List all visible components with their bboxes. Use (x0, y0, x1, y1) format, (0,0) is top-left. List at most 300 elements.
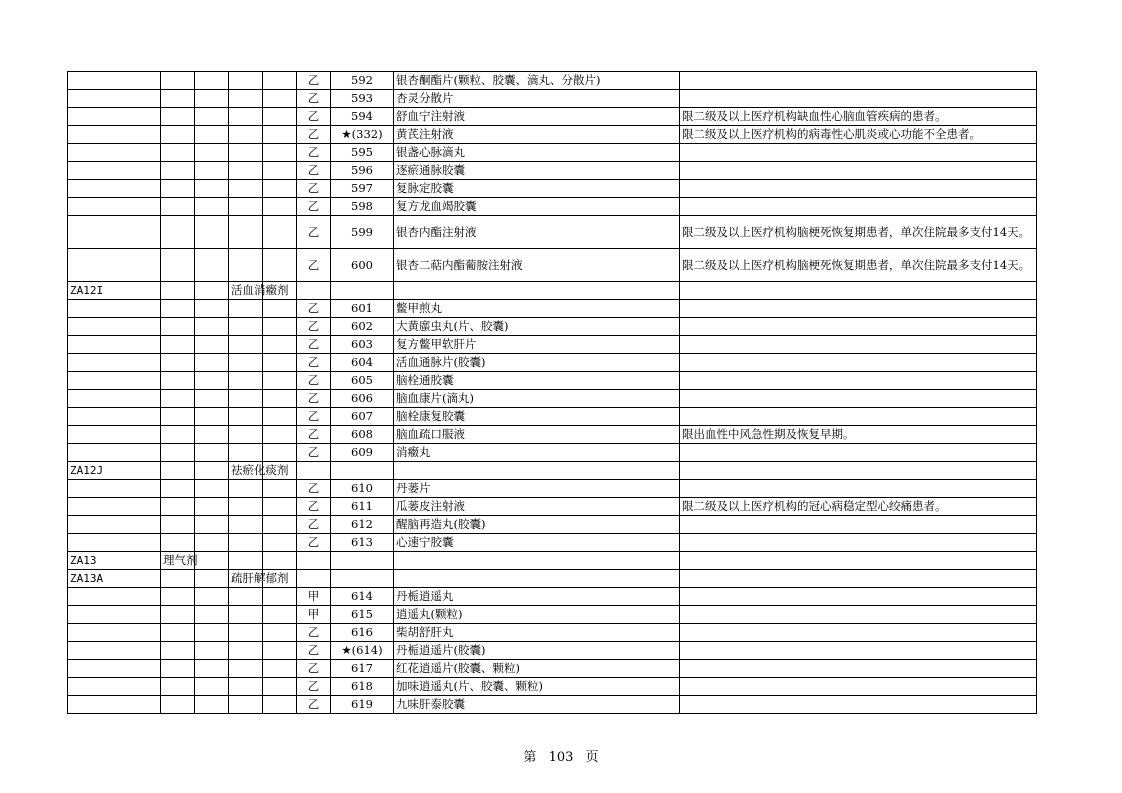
empty-cell (263, 408, 297, 426)
subcategory-cell (229, 480, 263, 498)
code-cell (68, 660, 161, 678)
table-row (68, 444, 1037, 462)
category-cell (161, 282, 195, 300)
subcategory-cell (229, 426, 263, 444)
subcategory-cell (229, 318, 263, 336)
empty-cell (263, 588, 297, 606)
note-cell (680, 336, 1037, 354)
type-cell: 乙 (297, 444, 331, 462)
note-cell (680, 570, 1037, 588)
type-cell: 乙 (297, 249, 331, 282)
empty-cell (263, 480, 297, 498)
empty-cell (263, 144, 297, 162)
subcategory-cell (229, 372, 263, 390)
type-cell: 乙 (297, 372, 331, 390)
drug-name-cell: 鳖甲煎丸 (394, 300, 680, 318)
note-cell: 限出血性中风急性期及恢复早期。 (680, 426, 1037, 444)
category-cell (161, 534, 195, 552)
code-cell (68, 354, 161, 372)
empty-cell (263, 249, 297, 282)
subcategory-cell: 活血消癥剂 (229, 282, 263, 300)
drug-name-cell: 丹栀逍遥丸 (394, 588, 680, 606)
empty-cell (195, 498, 229, 516)
number-cell: 609 (331, 444, 394, 462)
code-cell (68, 408, 161, 426)
empty-cell (195, 408, 229, 426)
empty-cell (263, 90, 297, 108)
note-cell (680, 606, 1037, 624)
type-cell: 乙 (297, 390, 331, 408)
code-cell (68, 72, 161, 90)
category-cell (161, 108, 195, 126)
type-cell: 乙 (297, 660, 331, 678)
drug-name-cell: 逍遥丸(颗粒) (394, 606, 680, 624)
table-row (68, 300, 1037, 318)
empty-cell (263, 624, 297, 642)
category-cell (161, 408, 195, 426)
type-cell: 乙 (297, 216, 331, 249)
category-cell (161, 126, 195, 144)
number-cell: 610 (331, 480, 394, 498)
type-cell: 乙 (297, 108, 331, 126)
drug-name-cell: 心速宁胶囊 (394, 534, 680, 552)
empty-cell (263, 534, 297, 552)
empty-cell (195, 372, 229, 390)
note-cell (680, 678, 1037, 696)
type-cell (297, 552, 331, 570)
drug-name-cell: 消癥丸 (394, 444, 680, 462)
table-row (68, 126, 1037, 144)
page-footer (0, 746, 1122, 765)
subcategory-cell (229, 198, 263, 216)
table-row (68, 390, 1037, 408)
empty-cell (195, 480, 229, 498)
note-cell (680, 90, 1037, 108)
note-cell (680, 300, 1037, 318)
type-cell: 乙 (297, 72, 331, 90)
drug-list-table (67, 71, 1037, 714)
subcategory-cell (229, 249, 263, 282)
category-cell (161, 642, 195, 660)
code-cell (68, 162, 161, 180)
subcategory-cell (229, 642, 263, 660)
empty-cell (195, 624, 229, 642)
table-row (68, 624, 1037, 642)
note-cell (680, 588, 1037, 606)
note-cell (680, 408, 1037, 426)
type-cell: 乙 (297, 318, 331, 336)
empty-cell (195, 318, 229, 336)
empty-cell (195, 606, 229, 624)
empty-cell (195, 552, 229, 570)
code-cell (68, 678, 161, 696)
code-cell (68, 444, 161, 462)
category-cell (161, 372, 195, 390)
number-cell: 602 (331, 318, 394, 336)
category-cell (161, 162, 195, 180)
table-row (68, 408, 1037, 426)
number-cell: 617 (331, 660, 394, 678)
type-cell: 乙 (297, 336, 331, 354)
drug-name-cell: 红花逍遥片(胶囊、颗粒) (394, 660, 680, 678)
table-row (68, 162, 1037, 180)
type-cell: 乙 (297, 480, 331, 498)
drug-name-cell: 脑血康片(滴丸) (394, 390, 680, 408)
category-cell (161, 498, 195, 516)
drug-name-cell: 复方鳖甲软肝片 (394, 336, 680, 354)
empty-cell (195, 354, 229, 372)
type-cell: 乙 (297, 642, 331, 660)
code-cell: ZA13 (68, 552, 161, 570)
code-cell (68, 249, 161, 282)
subcategory-cell (229, 72, 263, 90)
number-cell: ★(614) (331, 642, 394, 660)
number-cell: 616 (331, 624, 394, 642)
table-row (68, 318, 1037, 336)
code-cell (68, 144, 161, 162)
number-cell (331, 462, 394, 480)
table-row (68, 72, 1037, 90)
table-row (68, 426, 1037, 444)
drug-name-cell: 丹蒌片 (394, 480, 680, 498)
note-cell (680, 480, 1037, 498)
page-number: 103 (548, 750, 574, 765)
drug-name-cell: 银杏二萜内酯葡胺注射液 (394, 249, 680, 282)
subcategory-cell (229, 624, 263, 642)
note-cell (680, 72, 1037, 90)
note-cell: 限二级及以上医疗机构的冠心病稳定型心绞痛患者。 (680, 498, 1037, 516)
drug-name-cell: 复脉定胶囊 (394, 180, 680, 198)
drug-name-cell: 瓜蒌皮注射液 (394, 498, 680, 516)
subcategory-cell (229, 444, 263, 462)
empty-cell (263, 642, 297, 660)
drug-name-cell: 逐瘀通脉胶囊 (394, 162, 680, 180)
table-row (68, 696, 1037, 714)
table-row (68, 660, 1037, 678)
table-row (68, 372, 1037, 390)
empty-cell (263, 180, 297, 198)
page-prefix: 第 (523, 750, 537, 765)
table-row (68, 216, 1037, 249)
drug-name-cell: 银盏心脉滴丸 (394, 144, 680, 162)
drug-name-cell: 脑栓康复胶囊 (394, 408, 680, 426)
code-cell (68, 480, 161, 498)
number-cell: 618 (331, 678, 394, 696)
table-row (68, 516, 1037, 534)
subcategory-cell (229, 336, 263, 354)
type-cell: 乙 (297, 696, 331, 714)
number-cell (331, 552, 394, 570)
number-cell (331, 282, 394, 300)
type-cell: 乙 (297, 180, 331, 198)
table-row (68, 249, 1037, 282)
number-cell: 599 (331, 216, 394, 249)
code-cell (68, 516, 161, 534)
table-row (68, 354, 1037, 372)
subcategory-cell (229, 216, 263, 249)
empty-cell (195, 90, 229, 108)
drug-name-cell: 舒血宁注射液 (394, 108, 680, 126)
subcategory-cell (229, 408, 263, 426)
note-cell (680, 516, 1037, 534)
number-cell: 594 (331, 108, 394, 126)
note-cell (680, 198, 1037, 216)
number-cell: 597 (331, 180, 394, 198)
category-cell (161, 462, 195, 480)
empty-cell (195, 180, 229, 198)
empty-cell (263, 696, 297, 714)
subcategory-cell (229, 108, 263, 126)
subcategory-cell (229, 180, 263, 198)
table-row (68, 642, 1037, 660)
empty-cell (263, 354, 297, 372)
empty-cell (263, 216, 297, 249)
category-cell (161, 390, 195, 408)
subcategory-cell (229, 588, 263, 606)
table-row (68, 198, 1037, 216)
code-cell (68, 372, 161, 390)
code-cell (68, 180, 161, 198)
table-row (68, 180, 1037, 198)
empty-cell (195, 534, 229, 552)
category-cell (161, 180, 195, 198)
empty-cell (195, 516, 229, 534)
subcategory-cell: 疏肝解郁剂 (229, 570, 263, 588)
code-cell (68, 534, 161, 552)
type-cell: 甲 (297, 588, 331, 606)
empty-cell (263, 390, 297, 408)
category-cell (161, 606, 195, 624)
table-row (68, 570, 1037, 588)
number-cell: 592 (331, 72, 394, 90)
category-cell (161, 696, 195, 714)
code-cell: ZA12J (68, 462, 161, 480)
drug-name-cell: 复方龙血竭胶囊 (394, 198, 680, 216)
type-cell (297, 570, 331, 588)
number-cell: 611 (331, 498, 394, 516)
drug-name-cell: 九味肝泰胶囊 (394, 696, 680, 714)
number-cell: ★(332) (331, 126, 394, 144)
subcategory-cell (229, 126, 263, 144)
empty-cell (195, 216, 229, 249)
empty-cell (263, 426, 297, 444)
category-cell (161, 318, 195, 336)
code-cell (68, 336, 161, 354)
empty-cell (195, 198, 229, 216)
subcategory-cell (229, 300, 263, 318)
category-cell (161, 624, 195, 642)
type-cell (297, 282, 331, 300)
table-row (68, 108, 1037, 126)
code-cell (68, 90, 161, 108)
empty-cell (195, 444, 229, 462)
number-cell: 601 (331, 300, 394, 318)
note-cell (680, 444, 1037, 462)
note-cell (680, 534, 1037, 552)
table-row (68, 534, 1037, 552)
number-cell: 604 (331, 354, 394, 372)
code-cell (68, 642, 161, 660)
number-cell: 606 (331, 390, 394, 408)
type-cell: 乙 (297, 300, 331, 318)
drug-name-cell: 醒脑再造丸(胶囊) (394, 516, 680, 534)
category-cell (161, 588, 195, 606)
drug-name-cell: 活血通脉片(胶囊) (394, 354, 680, 372)
type-cell: 乙 (297, 354, 331, 372)
note-cell (680, 624, 1037, 642)
empty-cell (263, 606, 297, 624)
subcategory-cell: 祛瘀化痰剂 (229, 462, 263, 480)
type-cell: 甲 (297, 606, 331, 624)
subcategory-cell (229, 534, 263, 552)
code-cell (68, 318, 161, 336)
note-cell (680, 660, 1037, 678)
note-cell (680, 180, 1037, 198)
drug-name-cell: 银杏内酯注射液 (394, 216, 680, 249)
code-cell (68, 126, 161, 144)
drug-name-cell (394, 570, 680, 588)
number-cell: 600 (331, 249, 394, 282)
number-cell: 603 (331, 336, 394, 354)
table-row (68, 588, 1037, 606)
empty-cell (263, 300, 297, 318)
note-cell: 限二级及以上医疗机构脑梗死恢复期患者，单次住院最多支付14天。 (680, 216, 1037, 249)
code-cell (68, 498, 161, 516)
note-cell (680, 144, 1037, 162)
subcategory-cell (229, 660, 263, 678)
type-cell: 乙 (297, 90, 331, 108)
empty-cell (263, 552, 297, 570)
category-cell (161, 198, 195, 216)
note-cell: 限二级及以上医疗机构脑梗死恢复期患者，单次住院最多支付14天。 (680, 249, 1037, 282)
empty-cell (263, 336, 297, 354)
drug-name-cell (394, 552, 680, 570)
code-cell (68, 198, 161, 216)
empty-cell (195, 282, 229, 300)
code-cell (68, 108, 161, 126)
table-row (68, 462, 1037, 480)
category-cell (161, 72, 195, 90)
drug-name-cell: 大黄䗪虫丸(片、胶囊) (394, 318, 680, 336)
subcategory-cell (229, 678, 263, 696)
number-cell: 607 (331, 408, 394, 426)
type-cell: 乙 (297, 678, 331, 696)
number-cell: 613 (331, 534, 394, 552)
category-cell (161, 678, 195, 696)
empty-cell (263, 678, 297, 696)
drug-name-cell: 银杏酮酯片(颗粒、胶囊、滴丸、分散片) (394, 72, 680, 90)
empty-cell (195, 144, 229, 162)
empty-cell (195, 588, 229, 606)
category-cell (161, 216, 195, 249)
type-cell: 乙 (297, 426, 331, 444)
subcategory-cell (229, 516, 263, 534)
page-suffix: 页 (585, 750, 599, 765)
drug-name-cell: 黄芪注射液 (394, 126, 680, 144)
empty-cell (195, 462, 229, 480)
empty-cell (195, 642, 229, 660)
type-cell: 乙 (297, 534, 331, 552)
note-cell: 限二级及以上医疗机构的病毒性心肌炎或心功能不全患者。 (680, 126, 1037, 144)
code-cell (68, 300, 161, 318)
subcategory-cell (229, 354, 263, 372)
empty-cell (195, 336, 229, 354)
empty-cell (263, 372, 297, 390)
code-cell (68, 696, 161, 714)
empty-cell (195, 126, 229, 144)
number-cell: 596 (331, 162, 394, 180)
code-cell (68, 390, 161, 408)
subcategory-cell (229, 90, 263, 108)
category-cell (161, 660, 195, 678)
code-cell: ZA12I (68, 282, 161, 300)
note-cell (680, 354, 1037, 372)
category-cell: 理气剂 (161, 552, 195, 570)
category-cell (161, 570, 195, 588)
category-cell (161, 90, 195, 108)
category-cell (161, 249, 195, 282)
code-cell (68, 624, 161, 642)
note-cell (680, 696, 1037, 714)
type-cell: 乙 (297, 144, 331, 162)
table-row (68, 552, 1037, 570)
code-cell (68, 216, 161, 249)
number-cell: 614 (331, 588, 394, 606)
empty-cell (195, 300, 229, 318)
empty-cell (263, 198, 297, 216)
table-row (68, 678, 1037, 696)
number-cell (331, 570, 394, 588)
note-cell (680, 372, 1037, 390)
number-cell: 615 (331, 606, 394, 624)
table-row (68, 144, 1037, 162)
code-cell: ZA13A (68, 570, 161, 588)
note-cell (680, 462, 1037, 480)
type-cell: 乙 (297, 624, 331, 642)
empty-cell (263, 516, 297, 534)
note-cell (680, 318, 1037, 336)
table-row (68, 498, 1037, 516)
subcategory-cell (229, 144, 263, 162)
table-body (68, 72, 1037, 714)
type-cell (297, 462, 331, 480)
drug-name-cell: 杏灵分散片 (394, 90, 680, 108)
category-cell (161, 354, 195, 372)
code-cell (68, 588, 161, 606)
note-cell (680, 162, 1037, 180)
subcategory-cell (229, 606, 263, 624)
drug-name-cell: 加味逍遥丸(片、胶囊、颗粒) (394, 678, 680, 696)
drug-name-cell: 丹栀逍遥片(胶囊) (394, 642, 680, 660)
table-row (68, 480, 1037, 498)
empty-cell (195, 426, 229, 444)
empty-cell (195, 678, 229, 696)
subcategory-cell (229, 552, 263, 570)
empty-cell (195, 162, 229, 180)
table-row (68, 90, 1037, 108)
category-cell (161, 426, 195, 444)
empty-cell (195, 108, 229, 126)
drug-name-cell: 柴胡舒肝丸 (394, 624, 680, 642)
number-cell: 605 (331, 372, 394, 390)
category-cell (161, 516, 195, 534)
empty-cell (263, 126, 297, 144)
table-row (68, 282, 1037, 300)
drug-name-cell (394, 462, 680, 480)
subcategory-cell (229, 390, 263, 408)
empty-cell (263, 72, 297, 90)
subcategory-cell (229, 498, 263, 516)
